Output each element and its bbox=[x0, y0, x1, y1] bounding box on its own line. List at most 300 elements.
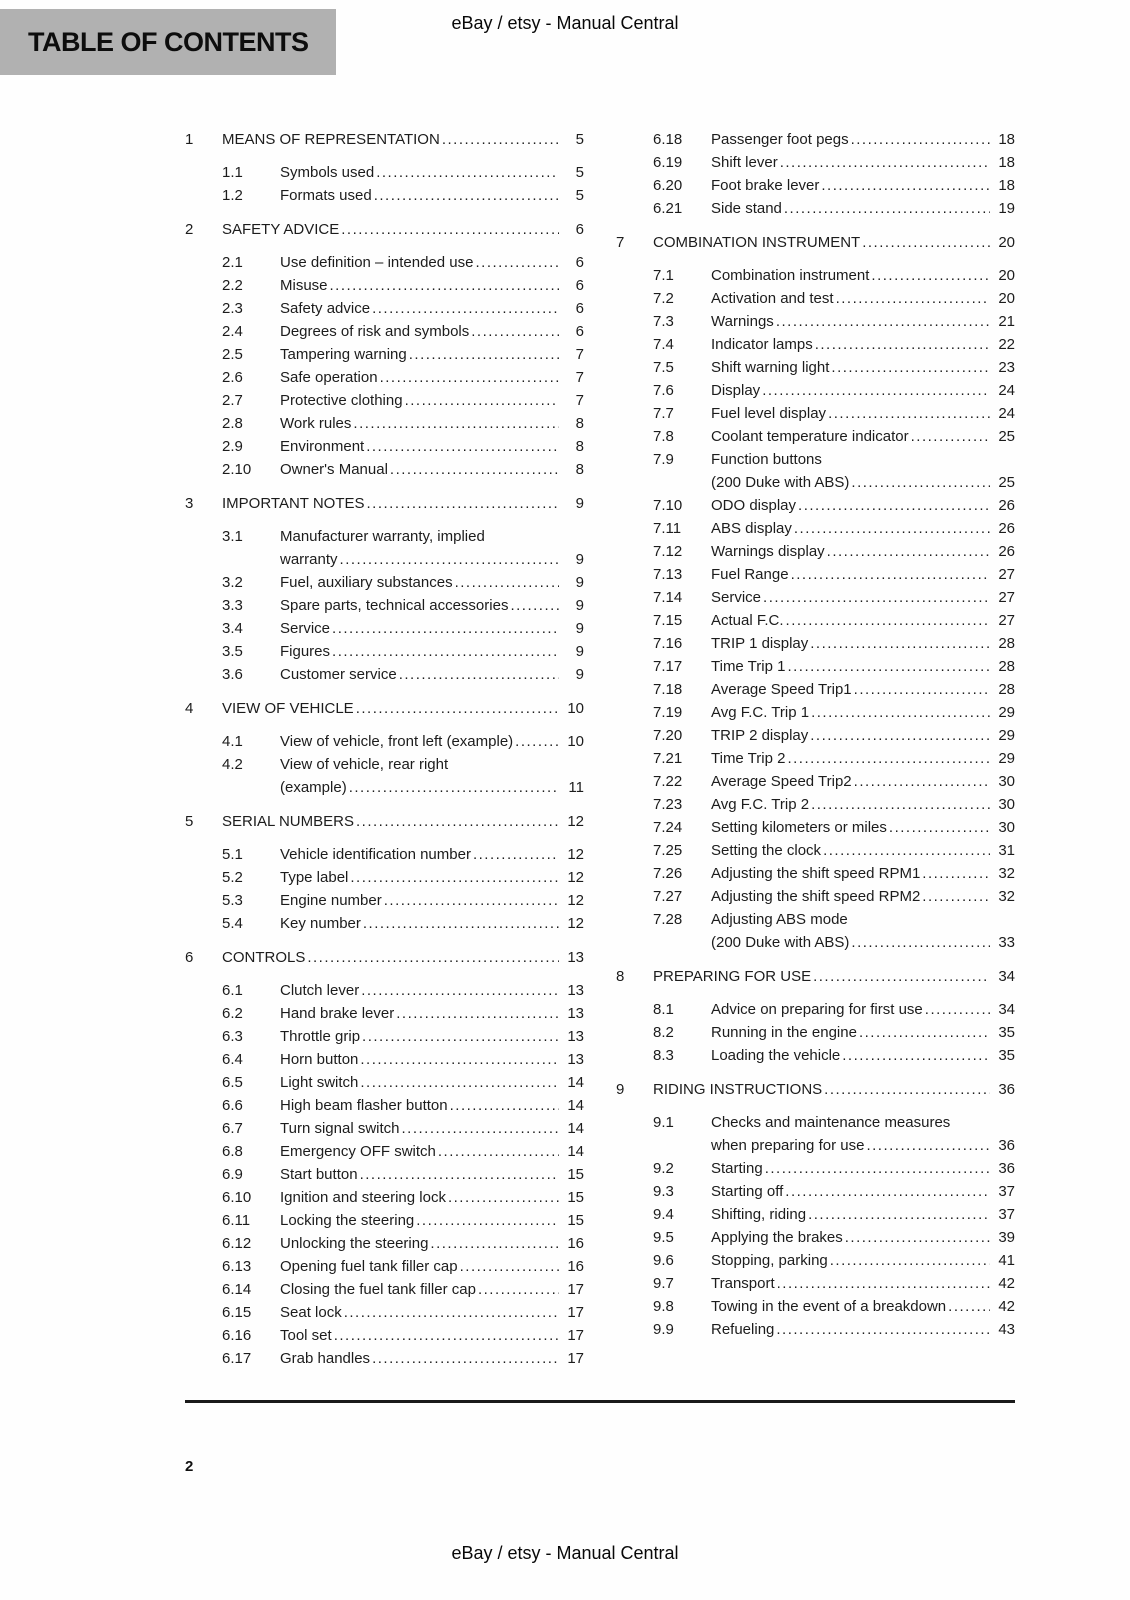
toc-section-row bbox=[616, 1078, 1015, 1101]
toc-entry-row bbox=[616, 333, 1015, 356]
toc-item-number: 2 bbox=[185, 221, 194, 238]
toc-item-page: 21 bbox=[998, 313, 1015, 330]
toc-entry-row bbox=[185, 1209, 584, 1232]
toc-entry-row bbox=[185, 594, 584, 617]
toc-item-title: Activation and test bbox=[711, 290, 834, 307]
toc-item-title: Adjusting the shift speed RPM2 bbox=[711, 888, 921, 905]
toc-item-number: 6.2 bbox=[222, 1005, 243, 1022]
toc-entry-row bbox=[616, 540, 1015, 563]
toc-column-right bbox=[616, 128, 1015, 1370]
dot-leader bbox=[402, 1117, 560, 1140]
toc-item-title: Display bbox=[711, 382, 761, 399]
toc-item-title: Light switch bbox=[280, 1074, 359, 1091]
toc-item-title-line1: Adjusting ABS mode bbox=[711, 911, 848, 928]
dot-leader bbox=[776, 310, 990, 333]
toc-item-number: 6.21 bbox=[653, 200, 683, 217]
toc-entry-row bbox=[616, 151, 1015, 174]
toc-item-number: 1 bbox=[185, 131, 194, 148]
toc-entry-row bbox=[616, 425, 1015, 448]
toc-entry-row bbox=[185, 251, 584, 274]
toc-item-title: Setting kilometers or miles bbox=[711, 819, 887, 836]
toc-item-page: 23 bbox=[998, 359, 1015, 376]
dot-leader bbox=[786, 609, 990, 632]
dot-leader bbox=[925, 998, 990, 1021]
toc-item-page: 30 bbox=[998, 819, 1015, 836]
table-of-contents bbox=[185, 128, 1015, 1370]
dot-leader bbox=[922, 885, 990, 908]
toc-item-page: 9 bbox=[575, 574, 584, 591]
toc-item-number: 3.5 bbox=[222, 643, 243, 660]
toc-entry-row bbox=[185, 274, 584, 297]
toc-item-title-line1: View of vehicle, rear right bbox=[280, 756, 449, 773]
toc-entry-row bbox=[185, 1025, 584, 1048]
toc-item-title-line1: Checks and maintenance measures bbox=[711, 1114, 951, 1131]
dot-leader bbox=[777, 1272, 990, 1295]
toc-entry-row bbox=[616, 1226, 1015, 1249]
toc-item-page: 13 bbox=[567, 1051, 584, 1068]
dot-leader bbox=[515, 730, 559, 753]
toc-item-number: 6.16 bbox=[222, 1327, 252, 1344]
toc-item-page: 15 bbox=[567, 1166, 584, 1183]
dot-leader bbox=[362, 1025, 559, 1048]
toc-item-number: 2.5 bbox=[222, 346, 243, 363]
toc-item-number: 6.9 bbox=[222, 1166, 243, 1183]
toc-item-page: 28 bbox=[998, 635, 1015, 652]
toc-item-number: 6.19 bbox=[653, 154, 683, 171]
toc-item-page: 16 bbox=[567, 1235, 584, 1252]
toc-entry-row bbox=[185, 663, 584, 686]
toc-item-number: 2.8 bbox=[222, 415, 243, 432]
toc-item-page: 30 bbox=[998, 773, 1015, 790]
dot-leader bbox=[845, 1226, 990, 1249]
toc-item-title: SAFETY ADVICE bbox=[222, 221, 340, 238]
toc-item-title: Start button bbox=[280, 1166, 358, 1183]
toc-item-number: 2.10 bbox=[222, 461, 252, 478]
toc-item-page: 27 bbox=[998, 612, 1015, 629]
toc-item-number: 7.25 bbox=[653, 842, 683, 859]
toc-item-page: 41 bbox=[998, 1252, 1015, 1269]
toc-item-number: 2.3 bbox=[222, 300, 243, 317]
toc-item-number: 6.8 bbox=[222, 1143, 243, 1160]
toc-item-title: Seat lock bbox=[280, 1304, 342, 1321]
toc-section-row bbox=[616, 231, 1015, 254]
toc-item-number: 7.11 bbox=[653, 520, 682, 537]
toc-item-title: Figures bbox=[280, 643, 331, 660]
toc-item-number: 6.5 bbox=[222, 1074, 243, 1091]
toc-item-number: 7.15 bbox=[653, 612, 683, 629]
toc-entry-row bbox=[616, 1044, 1015, 1067]
dot-leader bbox=[862, 231, 990, 254]
toc-item-number: 7.1 bbox=[653, 267, 674, 284]
toc-item-number: 5 bbox=[185, 813, 194, 830]
toc-item-title: MEANS OF REPRESENTATION bbox=[222, 131, 440, 148]
dot-leader bbox=[360, 1071, 559, 1094]
toc-item-title: ODO display bbox=[711, 497, 797, 514]
toc-item-title: Shift warning light bbox=[711, 359, 830, 376]
toc-item-title: Grab handles bbox=[280, 1350, 371, 1367]
toc-item-number: 7.18 bbox=[653, 681, 683, 698]
toc-item-page: 19 bbox=[998, 200, 1015, 217]
toc-entry-row bbox=[616, 1111, 1015, 1157]
toc-item-title: Throttle grip bbox=[280, 1028, 361, 1045]
toc-item-title: Hand brake lever bbox=[280, 1005, 395, 1022]
toc-item-title: Tampering warning bbox=[280, 346, 407, 363]
toc-item-title: Average Speed Trip2 bbox=[711, 773, 852, 790]
toc-item-title: Owner's Manual bbox=[280, 461, 388, 478]
toc-entry-row bbox=[616, 310, 1015, 333]
toc-item-number: 3.3 bbox=[222, 597, 243, 614]
toc-item-page: 8 bbox=[575, 438, 584, 455]
dot-leader bbox=[830, 1249, 990, 1272]
toc-entry-row bbox=[185, 1048, 584, 1071]
dot-leader bbox=[871, 264, 990, 287]
dot-leader bbox=[330, 274, 559, 297]
toc-entry-row bbox=[185, 1255, 584, 1278]
toc-item-title: (example) bbox=[280, 779, 347, 796]
toc-entry-row bbox=[185, 1140, 584, 1163]
toc-item-title: Emergency OFF switch bbox=[280, 1143, 436, 1160]
toc-item-number: 7.7 bbox=[653, 405, 674, 422]
toc-entry-row bbox=[185, 617, 584, 640]
toc-item-page: 9 bbox=[575, 643, 584, 660]
toc-item-page: 9 bbox=[575, 495, 584, 512]
toc-entry-row bbox=[616, 1021, 1015, 1044]
toc-entry-row bbox=[616, 379, 1015, 402]
toc-item-page: 17 bbox=[567, 1327, 584, 1344]
dot-leader bbox=[353, 412, 559, 435]
toc-item-page: 8 bbox=[575, 415, 584, 432]
header-watermark: eBay / etsy - Manual Central bbox=[451, 13, 679, 33]
toc-item-number: 7.24 bbox=[653, 819, 683, 836]
toc-item-page: 17 bbox=[567, 1281, 584, 1298]
toc-item-number: 3 bbox=[185, 495, 194, 512]
toc-item-page: 42 bbox=[998, 1275, 1015, 1292]
toc-entry-row bbox=[616, 174, 1015, 197]
toc-item-number: 6.11 bbox=[222, 1212, 251, 1229]
toc-item-number: 3.1 bbox=[222, 528, 243, 545]
toc-item-number: 7.4 bbox=[653, 336, 674, 353]
toc-item-title: Use definition – intended use bbox=[280, 254, 474, 271]
toc-item-title: Time Trip 1 bbox=[711, 658, 786, 675]
dot-leader bbox=[889, 816, 990, 839]
toc-item-title: Spare parts, technical accessories bbox=[280, 597, 509, 614]
toc-item-title: Opening fuel tank filler cap bbox=[280, 1258, 458, 1275]
dot-leader bbox=[390, 458, 559, 481]
dot-leader bbox=[340, 548, 559, 571]
toc-item-page: 9 bbox=[575, 551, 584, 568]
toc-entry-row bbox=[185, 1117, 584, 1140]
toc-item-number: 5.3 bbox=[222, 892, 243, 909]
toc-item-title: Service bbox=[711, 589, 762, 606]
dot-leader bbox=[396, 1002, 559, 1025]
toc-item-page: 35 bbox=[998, 1047, 1015, 1064]
toc-item-page: 26 bbox=[998, 497, 1015, 514]
dot-leader bbox=[384, 889, 559, 912]
dot-leader bbox=[442, 128, 559, 151]
toc-entry-row bbox=[616, 197, 1015, 220]
toc-item-title: Tool set bbox=[280, 1327, 332, 1344]
toc-item-page: 24 bbox=[998, 405, 1015, 422]
toc-entry-row bbox=[616, 1180, 1015, 1203]
toc-item-number: 7.8 bbox=[653, 428, 674, 445]
toc-entry-row bbox=[616, 494, 1015, 517]
toc-item-number: 2.7 bbox=[222, 392, 243, 409]
dot-leader bbox=[409, 343, 559, 366]
toc-item-page: 10 bbox=[567, 700, 584, 717]
toc-item-title: Symbols used bbox=[280, 164, 375, 181]
toc-item-title: Indicator lamps bbox=[711, 336, 813, 353]
toc-entry-row bbox=[185, 1094, 584, 1117]
toc-item-page: 29 bbox=[998, 727, 1015, 744]
toc-entry-row bbox=[185, 161, 584, 184]
toc-item-number: 4 bbox=[185, 700, 194, 717]
toc-entry-row bbox=[616, 998, 1015, 1021]
toc-item-page: 12 bbox=[567, 813, 584, 830]
toc-item-number: 5.4 bbox=[222, 915, 243, 932]
toc-item-page: 7 bbox=[575, 346, 584, 363]
toc-item-title: Warnings bbox=[711, 313, 774, 330]
toc-entry-row bbox=[616, 402, 1015, 425]
dot-leader bbox=[922, 862, 990, 885]
toc-item-page: 28 bbox=[998, 681, 1015, 698]
toc-item-title: Starting off bbox=[711, 1183, 784, 1200]
toc-entry-row bbox=[616, 586, 1015, 609]
toc-item-page: 6 bbox=[575, 277, 584, 294]
toc-entry-row bbox=[616, 724, 1015, 747]
toc-entry-row bbox=[185, 1301, 584, 1324]
dot-leader bbox=[851, 931, 990, 954]
toc-entry-row bbox=[616, 128, 1015, 151]
toc-item-title: Turn signal switch bbox=[280, 1120, 400, 1137]
dot-leader bbox=[438, 1140, 559, 1163]
dot-leader bbox=[372, 297, 559, 320]
toc-item-title: Combination instrument bbox=[711, 267, 870, 284]
toc-entry-row bbox=[616, 563, 1015, 586]
toc-item-number: 6.18 bbox=[653, 131, 683, 148]
toc-item-page: 13 bbox=[567, 1005, 584, 1022]
toc-item-page: 37 bbox=[998, 1183, 1015, 1200]
toc-entry-row bbox=[185, 912, 584, 935]
toc-entry-row bbox=[616, 1272, 1015, 1295]
toc-item-number: 2.6 bbox=[222, 369, 243, 386]
toc-item-page: 36 bbox=[998, 1081, 1015, 1098]
toc-item-title: Avg F.C. Trip 2 bbox=[711, 796, 810, 813]
toc-item-page: 12 bbox=[567, 846, 584, 863]
footer-watermark: eBay / etsy - Manual Central bbox=[451, 1543, 679, 1563]
dot-leader bbox=[405, 389, 559, 412]
toc-item-title: Actual F.C. bbox=[711, 612, 784, 629]
toc-item-number: 6.13 bbox=[222, 1258, 252, 1275]
toc-entry-row bbox=[616, 1318, 1015, 1341]
toc-item-number: 7.28 bbox=[653, 911, 683, 928]
toc-item-page: 26 bbox=[998, 543, 1015, 560]
dot-leader bbox=[784, 197, 990, 220]
dot-leader bbox=[787, 747, 990, 770]
toc-item-page: 8 bbox=[575, 461, 584, 478]
toc-item-title: Refueling bbox=[711, 1321, 775, 1338]
dot-leader bbox=[824, 1078, 990, 1101]
toc-item-title: Average Speed Trip1 bbox=[711, 681, 852, 698]
toc-item-number: 6.14 bbox=[222, 1281, 252, 1298]
dot-leader bbox=[823, 839, 990, 862]
toc-item-title: Customer service bbox=[280, 666, 397, 683]
toc-item-page: 6 bbox=[575, 300, 584, 317]
toc-item-number: 7.6 bbox=[653, 382, 674, 399]
toc-entry-row bbox=[185, 184, 584, 207]
dot-leader bbox=[828, 402, 990, 425]
dot-leader bbox=[334, 1324, 559, 1347]
toc-item-number: 6.17 bbox=[222, 1350, 252, 1367]
toc-item-number: 7.2 bbox=[653, 290, 674, 307]
dot-leader bbox=[363, 912, 559, 935]
toc-item-number: 6.3 bbox=[222, 1028, 243, 1045]
dot-leader bbox=[854, 770, 990, 793]
dot-leader bbox=[763, 586, 990, 609]
toc-item-number: 7.5 bbox=[653, 359, 674, 376]
toc-item-page: 29 bbox=[998, 704, 1015, 721]
dot-leader bbox=[360, 1163, 559, 1186]
toc-item-number: 2.2 bbox=[222, 277, 243, 294]
dot-leader bbox=[854, 678, 990, 701]
dot-leader bbox=[851, 471, 990, 494]
toc-item-page: 32 bbox=[998, 888, 1015, 905]
toc-entry-row bbox=[185, 458, 584, 481]
toc-item-page: 18 bbox=[998, 131, 1015, 148]
dot-leader bbox=[448, 1186, 559, 1209]
toc-item-title: Safe operation bbox=[280, 369, 378, 386]
toc-section-row bbox=[616, 965, 1015, 988]
toc-item-title: ABS display bbox=[711, 520, 792, 537]
toc-item-number: 5.2 bbox=[222, 869, 243, 886]
toc-entry-row bbox=[185, 1278, 584, 1301]
dot-leader bbox=[455, 571, 559, 594]
toc-item-number: 7.27 bbox=[653, 888, 683, 905]
toc-entry-row bbox=[616, 908, 1015, 954]
toc-entry-row bbox=[616, 655, 1015, 678]
toc-item-title: Misuse bbox=[280, 277, 328, 294]
dot-leader bbox=[811, 701, 990, 724]
dot-leader bbox=[808, 1203, 990, 1226]
dot-leader bbox=[859, 1021, 990, 1044]
dot-leader bbox=[471, 320, 559, 343]
toc-item-page: 42 bbox=[998, 1298, 1015, 1315]
toc-item-page: 6 bbox=[575, 323, 584, 340]
toc-item-page: 9 bbox=[575, 597, 584, 614]
toc-entry-row bbox=[185, 640, 584, 663]
toc-item-title: Engine number bbox=[280, 892, 382, 909]
toc-item-number: 5.1 bbox=[222, 846, 243, 863]
toc-item-title: Locking the steering bbox=[280, 1212, 415, 1229]
toc-item-page: 17 bbox=[567, 1304, 584, 1321]
toc-item-title: (200 Duke with ABS) bbox=[711, 474, 850, 491]
toc-item-title: Horn button bbox=[280, 1051, 359, 1068]
toc-item-page: 5 bbox=[575, 164, 584, 181]
toc-item-page: 24 bbox=[998, 382, 1015, 399]
toc-item-page: 25 bbox=[998, 474, 1015, 491]
dot-leader bbox=[460, 1255, 559, 1278]
dot-leader bbox=[911, 425, 990, 448]
toc-entry-row bbox=[616, 770, 1015, 793]
toc-entry-row bbox=[185, 571, 584, 594]
dot-leader bbox=[416, 1209, 559, 1232]
dot-leader bbox=[821, 174, 990, 197]
toc-entry-row bbox=[616, 1203, 1015, 1226]
toc-item-title: Work rules bbox=[280, 415, 352, 432]
toc-item-title: Environment bbox=[280, 438, 365, 455]
toc-item-page: 27 bbox=[998, 589, 1015, 606]
toc-item-page: 33 bbox=[998, 934, 1015, 951]
dot-leader bbox=[765, 1157, 990, 1180]
toc-item-number: 7.21 bbox=[653, 750, 683, 767]
dot-leader bbox=[356, 810, 559, 833]
toc-item-number: 9.1 bbox=[653, 1114, 674, 1131]
dot-leader bbox=[380, 366, 559, 389]
toc-item-title: Formats used bbox=[280, 187, 372, 204]
toc-item-number: 4.2 bbox=[222, 756, 243, 773]
toc-item-number: 7.17 bbox=[653, 658, 683, 675]
toc-item-page: 7 bbox=[575, 369, 584, 386]
toc-item-number: 9.7 bbox=[653, 1275, 674, 1292]
dot-leader bbox=[376, 161, 559, 184]
toc-item-number: 6.6 bbox=[222, 1097, 243, 1114]
toc-item-number: 1.2 bbox=[222, 187, 243, 204]
toc-item-number: 3.6 bbox=[222, 666, 243, 683]
toc-item-title-line1: Manufacturer warranty, implied bbox=[280, 528, 485, 545]
toc-entry-row bbox=[616, 632, 1015, 655]
toc-item-number: 6.1 bbox=[222, 982, 243, 999]
toc-item-page: 26 bbox=[998, 520, 1015, 537]
toc-item-title: Transport bbox=[711, 1275, 775, 1292]
toc-item-title: Degrees of risk and symbols bbox=[280, 323, 470, 340]
toc-item-title: warranty bbox=[280, 551, 338, 568]
dot-leader bbox=[787, 655, 990, 678]
dot-leader bbox=[836, 287, 990, 310]
toc-item-number: 3.2 bbox=[222, 574, 243, 591]
toc-item-page: 7 bbox=[575, 392, 584, 409]
toc-item-number: 7.19 bbox=[653, 704, 683, 721]
toc-entry-row bbox=[616, 448, 1015, 494]
dot-leader bbox=[374, 184, 559, 207]
toc-entry-row bbox=[185, 1186, 584, 1209]
toc-entry-row bbox=[185, 843, 584, 866]
toc-item-title: Fuel Range bbox=[711, 566, 789, 583]
toc-entry-row bbox=[185, 753, 584, 799]
dot-leader bbox=[475, 251, 559, 274]
toc-item-number: 8.1 bbox=[653, 1001, 674, 1018]
toc-entry-row bbox=[185, 979, 584, 1002]
dot-leader bbox=[430, 1232, 559, 1255]
toc-entry-row bbox=[616, 701, 1015, 724]
toc-entry-row bbox=[616, 816, 1015, 839]
toc-item-page: 16 bbox=[567, 1258, 584, 1275]
toc-item-number: 2.4 bbox=[222, 323, 243, 340]
toc-item-title: Type label bbox=[280, 869, 349, 886]
dot-leader bbox=[366, 435, 559, 458]
toc-item-title: Protective clothing bbox=[280, 392, 403, 409]
toc-item-title: Avg F.C. Trip 1 bbox=[711, 704, 810, 721]
dot-leader bbox=[341, 218, 559, 241]
toc-item-number: 9.2 bbox=[653, 1160, 674, 1177]
toc-item-title: when preparing for use bbox=[711, 1137, 865, 1154]
dot-leader bbox=[356, 697, 559, 720]
toc-entry-row bbox=[616, 264, 1015, 287]
toc-item-page: 32 bbox=[998, 865, 1015, 882]
toc-item-number: 4.1 bbox=[222, 733, 243, 750]
toc-item-number: 7.3 bbox=[653, 313, 674, 330]
toc-entry-row bbox=[616, 1157, 1015, 1180]
dot-leader bbox=[399, 663, 559, 686]
toc-item-page: 20 bbox=[998, 267, 1015, 284]
